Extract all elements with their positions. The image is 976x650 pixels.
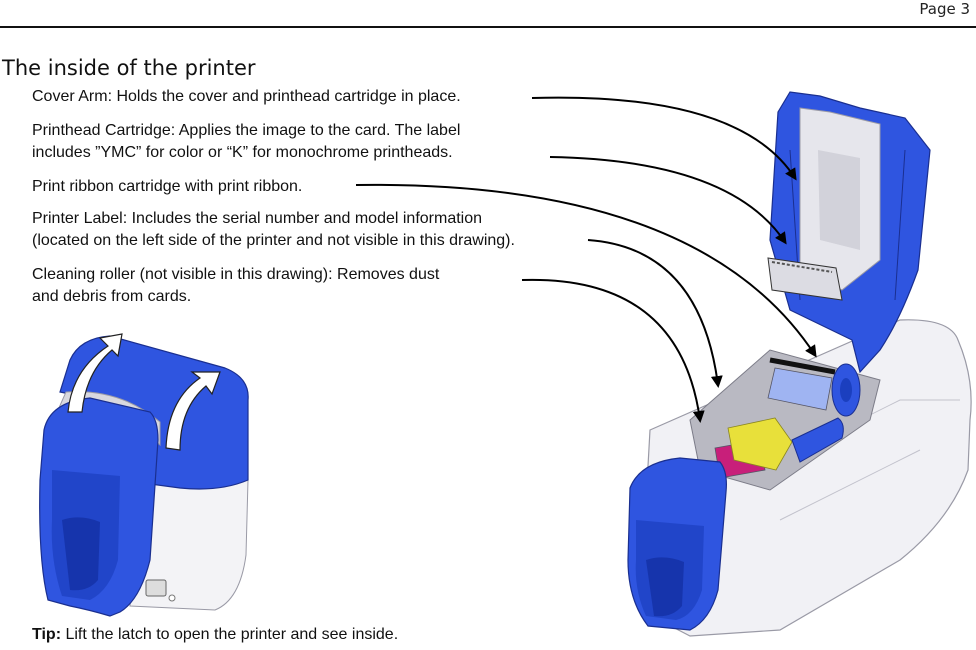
callout-line: includes ”YMC” for color or “K” for monochrome printheads.	[32, 144, 453, 161]
callout-line: Printer Label: Includes the serial number and model information	[32, 210, 483, 227]
callout-line: and debris from cards.	[32, 288, 192, 305]
closed-printer-drawing	[40, 334, 248, 616]
callout-line: (located on the left side of the printer and not visible in this drawing).	[32, 232, 515, 249]
page-number: Page 3	[919, 0, 970, 18]
tip-note	[32, 626, 398, 644]
callout-line: Cover Arm: Holds the cover and printhead cartridge in place.	[32, 88, 461, 105]
tip-text: Lift the latch to open the printer and see inside.	[61, 626, 399, 643]
callout-line: Cleaning roller (not visible in this drawing): Removes dust	[32, 266, 440, 283]
callout-line: Printhead Cartridge: Applies the image to the card. The label	[32, 122, 461, 139]
callout-line: Print ribbon cartridge with print ribbon.	[32, 178, 303, 195]
tip-label: Tip:	[32, 626, 62, 643]
page-title: The inside of the printer	[2, 56, 256, 80]
